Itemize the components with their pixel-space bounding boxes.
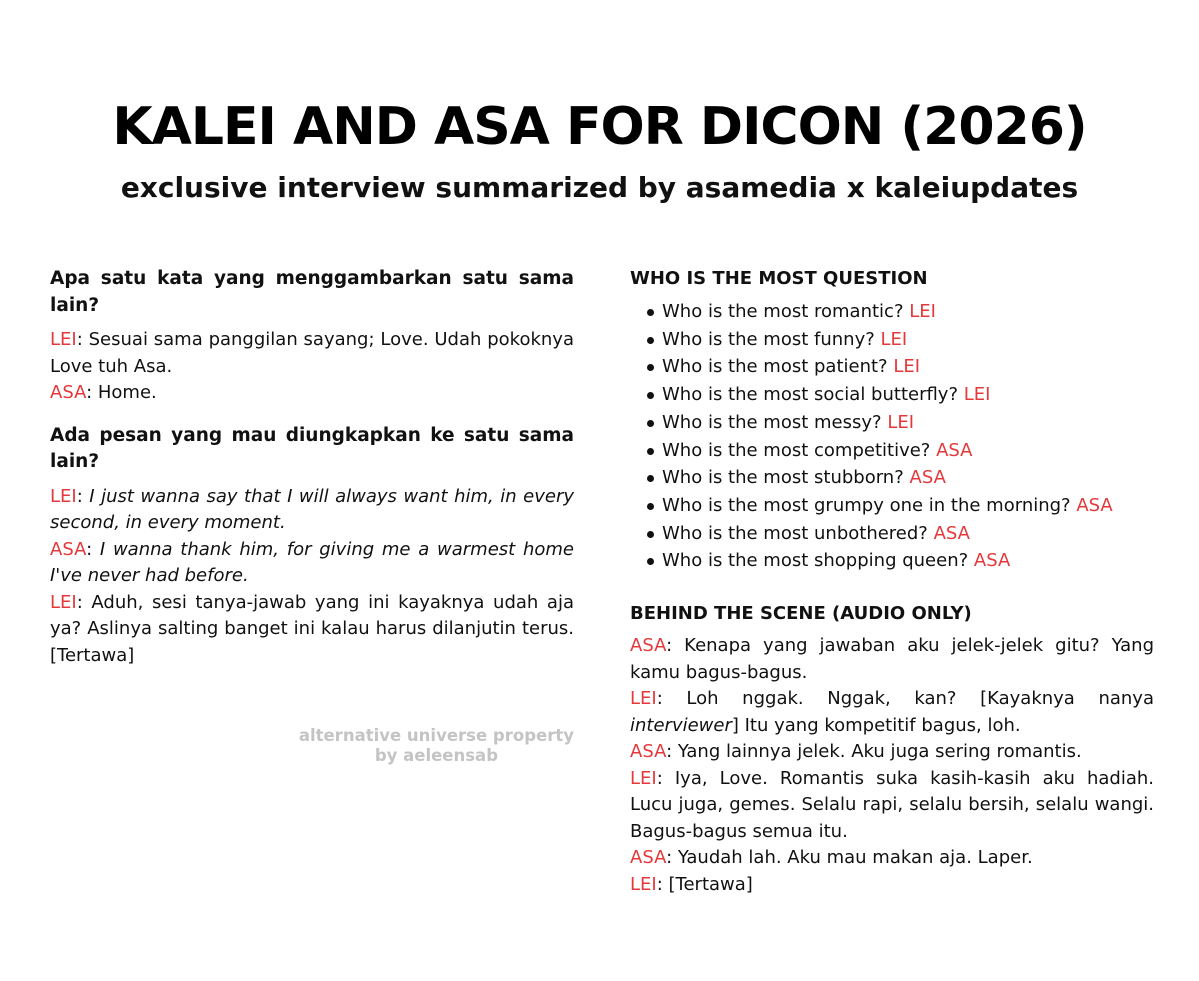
speaker-label: LEI [630,688,657,710]
dialogue-text: Iya, Love. Romantis suka kasih-kasih aku hadiah. Lucu juga, gemes. Selalu rapi, selalu bersih, selalu wangi. Bagus-bagus semua itu. [630,767,1154,842]
answer-text: Home. [97,382,157,403]
question-text: Who is the most competitive? [662,439,931,461]
watermark [280,726,574,766]
dialogue-line: LEI: Iya, Love. Romantis suka kasih-kasih aku hadiah. Lucu juga, gemes. Selalu rapi, selalu bersih, selalu wangi. Bagus-bagus semua itu. [630,767,1154,842]
dialogue-line: ASA: Yaudah lah. Aku mau makan aja. Laper. [630,847,1033,869]
answer-text: Sesuai sama panggilan sayang; Love. Udah pokoknya Love tuh Asa. [50,329,574,377]
question-text: Who is the most messy? [662,411,882,433]
list-item [630,381,1154,409]
bullet-icon [647,503,654,510]
answer-line: ASA: Home. [50,382,157,403]
who-is-the-most-heading: WHO IS THE MOST QUESTION [630,268,928,289]
list-item [630,492,1154,520]
who-is-the-most-list [630,298,1154,575]
dialogue-text: Yang lainnya jelek. Aku juga sering romantis. [677,741,1082,763]
answer-label: ASA [973,550,1011,572]
dialogue-text: [Tertawa] [668,873,753,895]
list-item [630,520,1154,548]
speaker-label: ASA [50,538,87,560]
list-item [630,464,1154,492]
answer-line: LEI: I just wanna say that I will always want him, in every second, in every moment. [50,485,574,533]
question-text: Who is the most unbothered? [662,522,928,544]
answer-label: ASA [1076,494,1113,516]
answer-label: LEI [880,328,908,350]
bullet-icon [647,392,654,399]
speaker-label: LEI [50,329,77,350]
page-subtitle: exclusive interview summarized by asamedia x kaleiupdates [120,171,1079,204]
question-text: Who is the most funny? [662,328,875,350]
question-block-1 [50,266,574,407]
bullet-icon [647,475,654,482]
answer-label: LEI [963,384,991,406]
answer-text: I just wanna say that I will always want him, in every second, in every moment. [50,485,574,533]
speaker-label: LEI [630,873,657,895]
answer-label: ASA [936,439,973,461]
question-heading: Ada pesan yang mau diungkapkan ke satu sama lain? [50,424,574,472]
answer-text: Aduh, sesi tanya-jawab yang ini kayaknya udah aja ya? Aslinya salting banget ini kalau harus dilanjutin terus. [Tertawa] [50,591,574,666]
bullet-icon [647,309,654,316]
list-item [630,409,1154,437]
dialogue-line: ASA: Kenapa yang jawaban aku jelek-jelek gitu? Yang kamu bagus-bagus. [630,635,1154,683]
speaker-label: ASA [630,741,667,763]
question-text: Who is the most shopping queen? [662,550,969,572]
right-column [630,266,1154,898]
question-text: Who is the most romantic? [662,301,904,322]
question-text: Who is the most grumpy one in the morning? [662,494,1071,516]
speaker-label: LEI [50,591,77,613]
question-text: Who is the most stubborn? [662,467,904,489]
list-item [630,353,1154,381]
bullet-icon [647,531,654,538]
watermark-line-1: alternative universe property [298,726,574,745]
dialogue-text-italic: interviewer [630,714,732,736]
dialogue-line: LEI: Loh nggak. Nggak, kan? [Kayaknya nanya interviewer] Itu yang kompetitif bagus, loh. [630,688,1154,736]
speaker-label: LEI [630,767,657,789]
list-item [630,437,1154,465]
answer-line: LEI: Sesuai sama panggilan sayang; Love. Udah pokoknya Love tuh Asa. [50,329,574,377]
speaker-label: ASA [630,847,667,869]
dialogue-text: Loh nggak. Nggak, kan? [Kayaknya nanya [686,688,1154,710]
watermark-line-2: by aeleensab [374,746,498,765]
answer-label: LEI [909,301,936,322]
speaker-label: ASA [630,635,667,657]
behind-the-scene-heading: BEHIND THE SCENE (AUDIO ONLY) [630,603,972,625]
answer-line: ASA: I wanna thank him, for giving me a warmest home I've never had before. [50,538,574,586]
answer-text: I wanna thank him, for giving me a warmest home I've never had before. [50,538,574,586]
dialogue-text: ] Itu yang kompetitif bagus, loh. [731,714,1021,736]
bullet-icon [647,337,654,344]
answer-label: ASA [933,522,970,544]
dialogue-line: ASA: Yang lainnya jelek. Aku juga sering romantis. [630,741,1082,763]
answer-line: LEI: Aduh, sesi tanya-jawab yang ini kayaknya udah aja ya? Aslinya salting banget ini kalau harus dilanjutin terus. [Tertawa] [50,591,574,666]
answer-label: LEI [893,356,921,378]
speaker-label: LEI [50,485,77,507]
dialogue-text: Yaudah lah. Aku mau makan aja. Laper. [677,847,1033,869]
speaker-label: ASA [50,382,87,403]
bullet-icon [647,364,654,371]
dialogue-text: Kenapa yang jawaban aku jelek-jelek gitu? Yang kamu bagus-bagus. [630,635,1154,683]
question-text: Who is the most patient? [662,356,888,378]
dialogue-line: LEI: [Tertawa] [630,873,753,895]
list-item [630,326,1154,354]
bullet-icon [647,448,654,455]
bullet-icon [647,420,654,427]
question-heading: Apa satu kata yang menggambarkan satu sama lain? [50,268,574,316]
list-item [630,298,1154,326]
left-column [50,266,574,685]
question-text: Who is the most social butterfly? [662,384,959,406]
list-item [630,547,1154,575]
answer-label: ASA [909,467,946,489]
answer-label: LEI [887,411,915,433]
page-title: KALEI AND ASA FOR DICON (2026) [112,97,1087,157]
question-block-2 [50,423,574,670]
bullet-icon [647,558,654,565]
